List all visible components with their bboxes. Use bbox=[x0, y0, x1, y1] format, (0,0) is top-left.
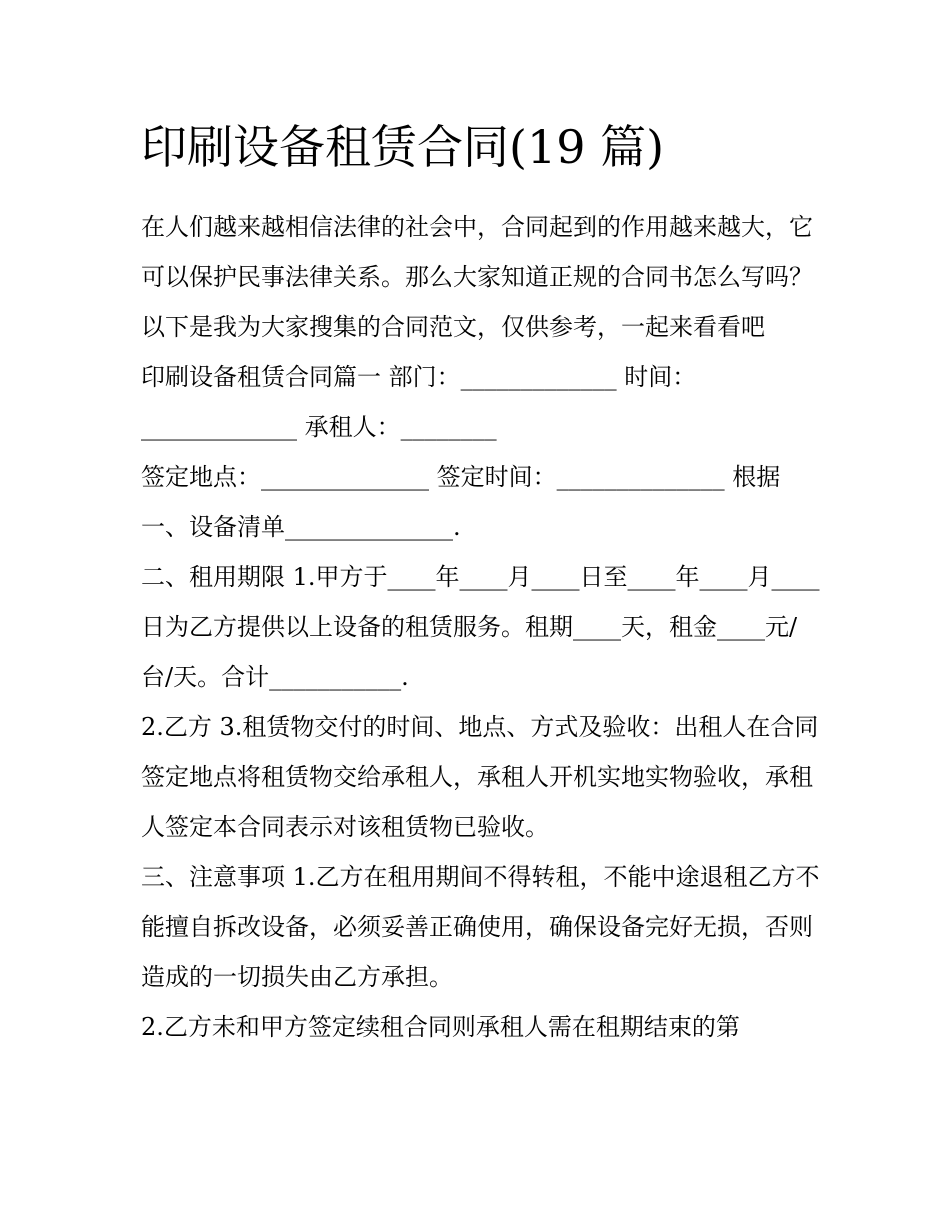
paragraph-delivery: 2.乙方 3.租赁物交付的时间、地点、方式及验收：出租人在合同签定地点将租赁物交给承租人，承租人开机实地实物验收，承租人签定本合同表示对该租赁物已验收。 bbox=[141, 713, 819, 841]
paragraph-intro: 在人们越来越相信法律的社会中，合同起到的作用越来越大，它可以保护民事法律关系。那么大家知道正规的合同书怎么写吗？以下是我为大家搜集的合同范文，仅供参考，一起来看看吧 bbox=[141, 213, 813, 341]
paragraph-sign-location: 签定地点：______________ 签定时间：______________ 根据 bbox=[141, 463, 781, 491]
paragraph-renewal: 2.乙方未和甲方签定续租合同则承租人需在租期结束的第 bbox=[141, 1013, 740, 1041]
paragraph-header-fields: 印刷设备租赁合同篇一 部门：_____________ 时间：_____________ 承租人：________ bbox=[141, 363, 697, 441]
paragraph-notes: 三、注意事项 1.乙方在租用期间不得转租，不能中途退租乙方不能擅自拆改设备，必须妥善正确使用，确保设备完好无损，否则造成的一切损失由乙方承担。 bbox=[141, 863, 820, 991]
paragraph-lease-term: 二、租用期限 1.甲方于____年____月____日至____年____月____日为乙方提供以上设备的租赁服务。租期____天，租金____元/台/天。合计___________. bbox=[141, 563, 820, 691]
document-page bbox=[141, 112, 821, 1052]
paragraph-equipment-list: 一、设备清单______________. bbox=[141, 513, 461, 541]
document-title: 印刷设备租赁合同(19 篇) bbox=[141, 120, 665, 174]
